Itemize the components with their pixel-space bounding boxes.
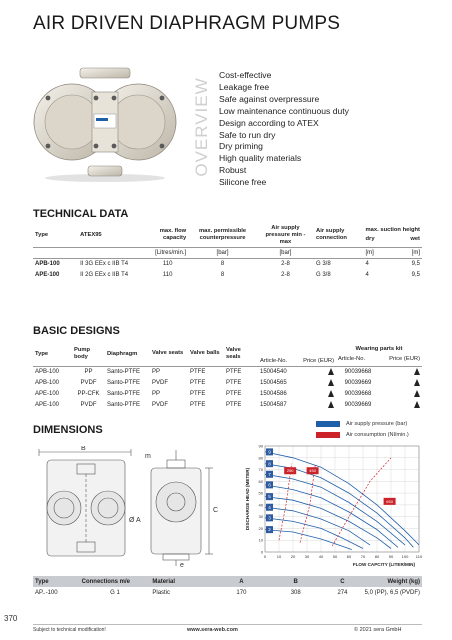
x-tick-label: 80 <box>374 554 380 559</box>
cell-type: APB-100 <box>35 379 60 386</box>
x-tick-label: 110 <box>415 554 423 559</box>
drawing-label-a: Ø A <box>129 517 141 524</box>
cell-price <box>300 366 336 377</box>
x-tick-label: 70 <box>360 554 366 559</box>
pump-curve-chart <box>241 440 435 574</box>
th-type: Type <box>33 576 80 587</box>
th-c: C <box>322 576 362 587</box>
cell-diaphragm: Santo-PTFE <box>107 390 141 397</box>
th-b: B <box>269 576 322 587</box>
y-tick-label: 40 <box>258 502 263 508</box>
cell-weight: 5,0 (PP), 6,5 (PVDF) <box>364 589 420 596</box>
cell-article: 15004586 <box>260 390 287 397</box>
unit-flow: [Litres/min.] <box>147 247 188 258</box>
cell-body: PVDF <box>80 379 97 386</box>
pressure-label: 8 <box>268 461 271 467</box>
unit-air-pressure: [bar] <box>257 247 314 258</box>
th-diaphragm: Diaphragm <box>105 342 150 366</box>
cell-kit-price <box>380 377 422 388</box>
consumption-marker-label: 450 <box>309 468 316 474</box>
feature-item: Robust <box>219 165 247 176</box>
pressure-label: 6 <box>268 482 271 488</box>
th-price: Price (EUR) <box>300 342 336 366</box>
cell-body: PP <box>84 368 93 375</box>
th-air-pressure: Air supply pressure min - max <box>257 224 314 247</box>
legend-swatch-pressure <box>316 421 340 427</box>
pressure-curve-5 <box>265 497 391 549</box>
feature-item: Cost-effective <box>219 70 272 80</box>
cell-article: 15004540 <box>260 368 287 375</box>
feature-item: Leakage free <box>219 81 270 92</box>
cell-connections: G 1 <box>110 589 120 596</box>
th-flow: max. flow capacity <box>147 224 188 247</box>
cell-article: 15004565 <box>260 379 287 386</box>
cell-kit-article: 90039669 <box>344 401 372 408</box>
feature-item: High quality materials <box>219 153 302 164</box>
cell-body: PP-CFK <box>77 390 100 397</box>
cell-dry: 4 <box>365 260 369 267</box>
cell-kit-price <box>380 399 422 410</box>
cell-air-pressure: 2-8 <box>281 271 290 278</box>
technical-data-table <box>33 224 422 280</box>
cell-kit-article: 90039669 <box>344 379 372 386</box>
cell-price <box>300 377 336 388</box>
footer-website-link[interactable]: www.sera-web.com <box>187 627 238 633</box>
feature-item: Low maintenance continuous duty <box>219 105 349 116</box>
th-balls: Valve balls <box>188 342 224 366</box>
footer-divider <box>33 624 422 625</box>
y-axis-label: DISCHARGE HEAD (METER) <box>245 467 250 531</box>
basic-designs-title: BASIC DESIGNS <box>33 325 120 337</box>
feature-list <box>219 70 349 189</box>
x-tick-label: 40 <box>318 554 324 559</box>
technical-data-title: TECHNICAL DATA <box>33 208 129 220</box>
cell-vseals: PTFE <box>226 390 242 397</box>
consumption-curve-1 <box>279 464 292 541</box>
y-tick-label: 30 <box>258 514 263 520</box>
basic-designs-table <box>33 342 422 410</box>
table-row <box>33 366 422 377</box>
legend-item <box>316 418 409 429</box>
x-tick-label: 20 <box>290 554 296 559</box>
th-a: A <box>214 576 269 587</box>
triangle-icon <box>328 368 334 375</box>
drawing-label-c: C <box>213 507 219 514</box>
cell-balls: PTFE <box>190 368 206 375</box>
pump-photo <box>30 62 180 182</box>
th-wet: wet <box>410 236 420 243</box>
triangle-icon <box>414 368 420 375</box>
pressure-curve-4 <box>265 504 370 545</box>
pressure-label: 5 <box>268 494 271 500</box>
triangle-icon <box>414 379 420 386</box>
x-tick-label: 0 <box>263 554 267 559</box>
cell-article: 15004587 <box>260 401 287 408</box>
drawing-label-b: B <box>81 446 86 452</box>
th-suction <box>364 224 422 247</box>
th-vseals: Valve seals <box>224 342 258 366</box>
cell-connection: G 3/8 <box>316 260 331 267</box>
cell-diaphragm: Santo-PTFE <box>107 401 141 408</box>
triangle-icon <box>414 390 420 397</box>
cell-balls: PTFE <box>190 390 206 397</box>
cell-kit-price <box>380 366 422 377</box>
cell-seats: PP <box>152 368 161 375</box>
x-axis-label: FLOW CAPCITY (LITER/MIN) <box>352 562 415 567</box>
table-row <box>33 377 422 388</box>
drawing-label-e: e <box>180 562 184 568</box>
th-connections: Connections m/e <box>80 576 151 587</box>
cell-body: PVDF <box>80 401 97 408</box>
cell-atex: II 2G EEx c IIB T4 <box>80 271 129 278</box>
th-kit-price: Price (EUR) <box>389 355 420 362</box>
pressure-label: 4 <box>268 504 271 510</box>
th-dry: dry <box>365 236 375 243</box>
y-tick-label: 80 <box>258 455 263 461</box>
cell-diaphragm: Santo-PTFE <box>107 379 141 386</box>
cell-wet: 9,5 <box>411 260 420 267</box>
dimension-drawing <box>33 446 233 568</box>
cell-air-pressure: 2-8 <box>281 260 290 267</box>
legend-swatch-consumption <box>316 432 340 438</box>
th-type: Type <box>33 224 78 247</box>
triangle-icon <box>328 401 334 408</box>
footer-copyright: © 2021 sera GmbH <box>354 627 402 633</box>
th-seats: Valve seats <box>150 342 188 366</box>
cell-diaphragm: Santo-PTFE <box>107 368 141 375</box>
triangle-icon <box>328 390 334 397</box>
cell-vseals: PTFE <box>226 368 242 375</box>
dimensions-table <box>33 576 422 598</box>
drawing-label-m: m <box>145 453 151 460</box>
cell-price <box>300 399 336 410</box>
th-counterpressure: max. permissible counterpressure <box>188 224 257 247</box>
cell-atex: II 3G EEx c IIB T4 <box>80 260 129 267</box>
cell-counterpressure: 8 <box>220 260 225 267</box>
cell-seats: PP <box>152 390 161 397</box>
cell-seats: PVDF <box>152 379 169 386</box>
unit-counterpressure: [bar] <box>188 247 257 258</box>
cell-vseals: PTFE <box>226 379 242 386</box>
unit-dry: [m] <box>364 247 395 258</box>
x-tick-label: 10 <box>276 554 282 559</box>
th-weight: Weight (kg) <box>363 576 422 587</box>
table-row <box>33 269 422 280</box>
feature-item: Safe to run dry <box>219 129 276 140</box>
feature-item: Dry priming <box>219 141 263 152</box>
cell-wet: 9,5 <box>411 271 420 278</box>
pressure-curve-2 <box>265 530 352 550</box>
pressure-label: 3 <box>268 515 271 521</box>
feature-item: Silicone free <box>219 177 267 188</box>
feature-item: Design according to ATEX <box>219 117 319 128</box>
pressure-curve-6 <box>265 485 398 547</box>
cell-price <box>300 388 336 399</box>
th-suction-label: max. suction height <box>365 227 420 234</box>
cell-flow: 110 <box>162 271 173 278</box>
cell-b: 308 <box>290 589 301 596</box>
cell-type: APE-100 <box>35 271 60 278</box>
cell-type: APB-100 <box>35 260 60 267</box>
page-title: AIR DRIVEN DIAPHRAGM PUMPS <box>33 13 341 34</box>
cell-type: APB-100 <box>35 368 60 375</box>
pressure-label: 7 <box>268 471 271 477</box>
cell-balls: PTFE <box>190 379 206 386</box>
cell-kit-price <box>380 388 422 399</box>
table-row <box>33 258 422 269</box>
legend-label: Air consumption (Nl/min.) <box>346 431 409 438</box>
cell-flow: 110 <box>162 260 173 267</box>
th-article: Article-No. <box>258 342 300 366</box>
cell-kit-article: 90039668 <box>344 390 372 397</box>
x-tick-label: 60 <box>346 554 352 559</box>
table-row <box>33 399 422 410</box>
pressure-label: 9 <box>268 449 271 455</box>
chart-legend <box>316 418 409 440</box>
triangle-icon <box>414 401 420 408</box>
th-material: Material <box>150 576 213 587</box>
y-tick-label: 10 <box>258 537 263 543</box>
cell-type: APE-100 <box>35 390 60 397</box>
pressure-label: 2 <box>268 527 271 533</box>
cell-a: 170 <box>236 589 247 596</box>
consumption-marker-label: 250 <box>286 468 294 474</box>
x-tick-label: 90 <box>388 554 394 559</box>
y-tick-label: 50 <box>258 490 263 496</box>
cell-seats: PVDF <box>152 401 169 408</box>
cell-balls: PTFE <box>190 401 206 408</box>
th-air-connection: Air supply connection <box>314 224 364 247</box>
cell-vseals: PTFE <box>226 401 242 408</box>
th-body: Pump body <box>72 342 105 366</box>
legend-label: Air supply pressure (bar) <box>346 420 408 427</box>
footer-disclaimer: Subject to technical modification! <box>33 627 106 633</box>
y-tick-label: 0 <box>260 549 263 555</box>
y-tick-label: 90 <box>258 443 263 449</box>
table-row <box>33 587 422 598</box>
consumption-marker-label: 650 <box>386 498 393 504</box>
cell-kit-article: 90039668 <box>344 368 372 375</box>
cell-connection: G 3/8 <box>316 271 331 278</box>
th-type: Type <box>33 342 72 366</box>
overview-label: OVERVIEW <box>192 77 211 177</box>
cell-type: AP..-100 <box>35 589 58 596</box>
y-tick-label: 20 <box>258 525 263 531</box>
x-tick-label: 50 <box>332 554 338 559</box>
page-number: 370 <box>4 614 18 623</box>
table-row <box>33 388 422 399</box>
cell-counterpressure: 8 <box>220 271 225 278</box>
th-wearing-kit <box>336 342 422 366</box>
y-tick-label: 70 <box>258 467 263 473</box>
legend-item <box>316 429 409 440</box>
cell-c: 274 <box>337 589 348 596</box>
pressure-curve-3 <box>265 518 363 549</box>
dimensions-title: DIMENSIONS <box>33 424 103 436</box>
x-tick-label: 100 <box>401 554 409 559</box>
x-tick-label: 30 <box>304 554 310 559</box>
cell-material: Plastic <box>152 589 171 596</box>
th-kit-article: Article-No. <box>338 355 366 362</box>
th-atex: ATEX95 <box>78 224 147 247</box>
feature-item: Safe against overpressure <box>219 93 320 104</box>
cell-type: APE-100 <box>35 401 60 408</box>
y-tick-label: 60 <box>258 478 263 484</box>
triangle-icon <box>328 379 334 386</box>
th-wearing-kit-label: Wearing parts kit <box>355 345 403 352</box>
unit-wet: [m] <box>395 247 422 258</box>
cell-dry: 4 <box>365 271 369 278</box>
